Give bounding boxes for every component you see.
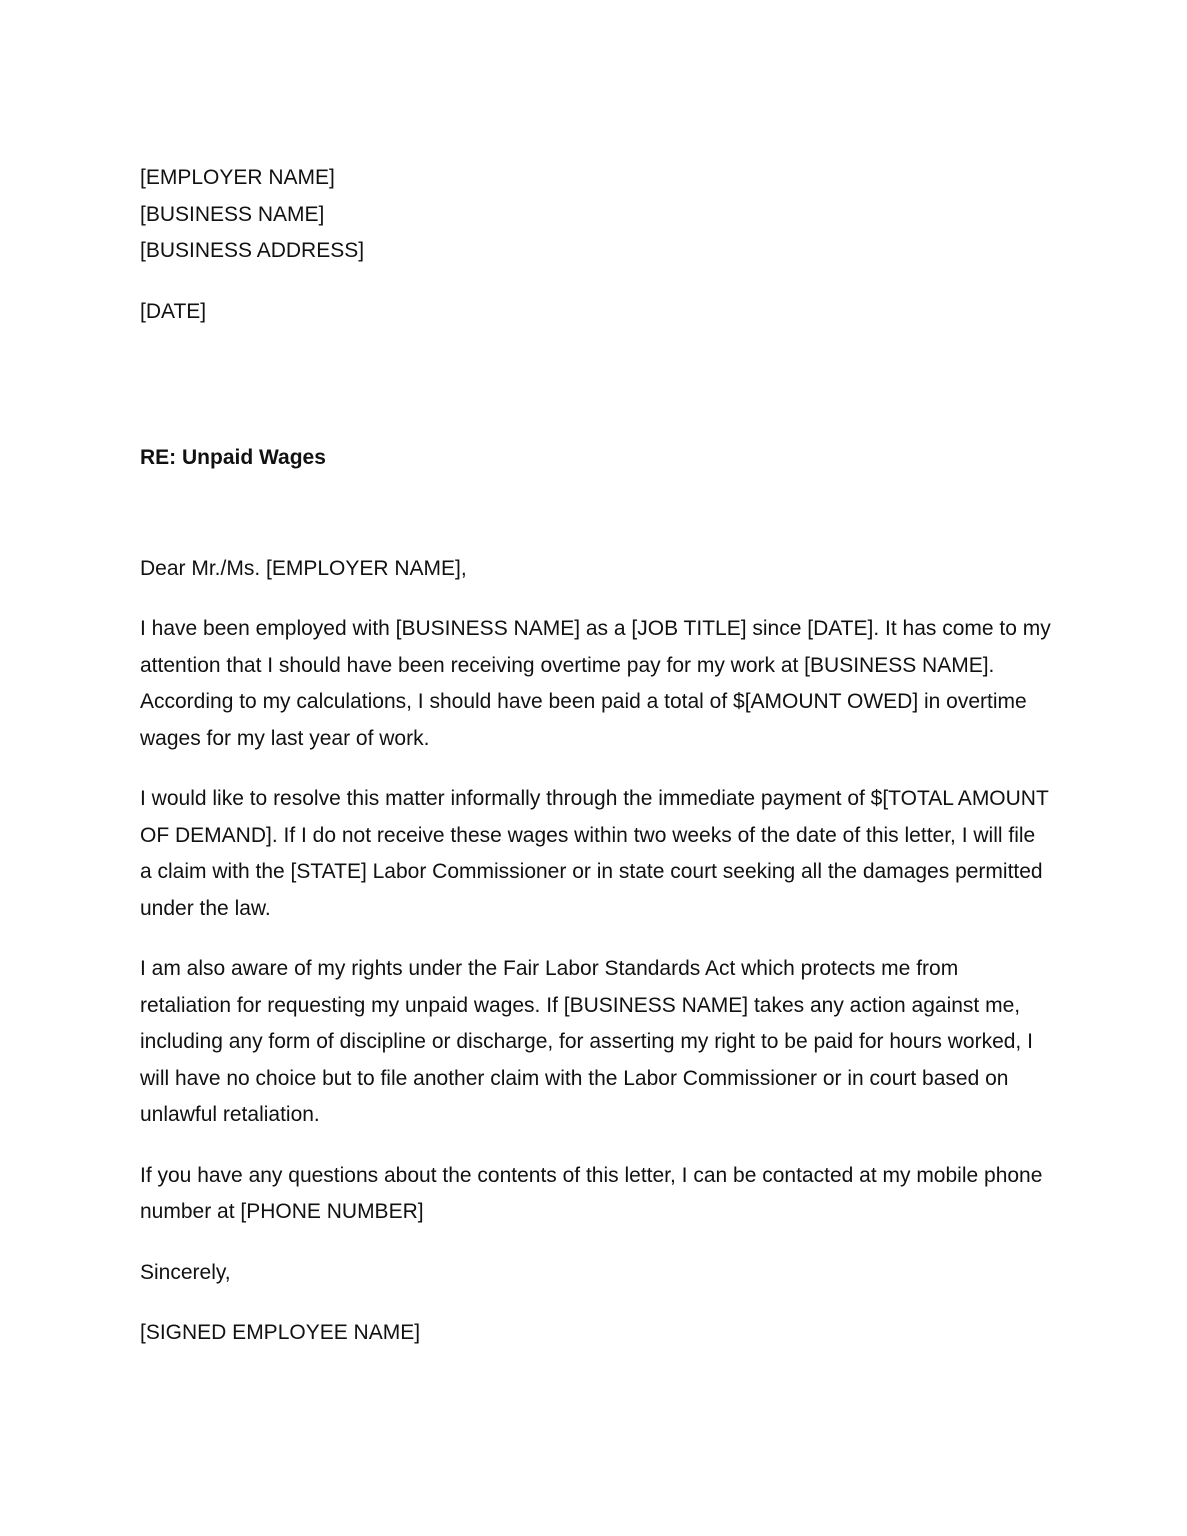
paragraph-overtime-claim: I have been employed with [BUSINESS NAME] as a [JOB TITLE] since [DATE]. It has come to my attention that I should have been receiving overtime pay for my work at [BUSINESS NAME]. According to my calculations, I should have been paid a total of $[AMOUNT OWED] in overtime wages for my last year of work. [140, 617, 1051, 750]
recipient-employer-name: [EMPLOYER NAME] [140, 166, 335, 189]
recipient-business-name: [BUSINESS NAME] [140, 202, 325, 226]
paragraph-contact-info: If you have any questions about the contents of this letter, I can be contacted at my mobile phone number at [PHONE NUMBER] [140, 1163, 1043, 1223]
paragraph-payment-demand: I would like to resolve this matter informally through the immediate payment of $[TOTAL AMOUNT OF DEMAND]. If I do not receive these wages within two weeks of the date of this letter, I will file a claim with the [STATE] Labor Commissioner or in state court seeking all the damages permitted under the law. [140, 787, 1049, 920]
letter-salutation: Dear Mr./Ms. [EMPLOYER NAME], [140, 556, 467, 580]
paragraph-retaliation-rights: I am also aware of my rights under the Fair Labor Standards Act which protects me from retaliation for requesting my unpaid wages. If [BUSINESS NAME] takes any action against me, including any form of discipline or discharge, for asserting my right to be paid for hours worked, I will have no choice but to file another claim with the Labor Commissioner or in court based on unlawful retaliation. [140, 957, 1033, 1126]
letter-signature: [SIGNED EMPLOYEE NAME] [140, 1321, 421, 1344]
recipient-business-address: [BUSINESS ADDRESS] [140, 239, 365, 262]
letter-closing: Sincerely, [140, 1260, 231, 1284]
letter-body [140, 160, 1052, 1352]
letter-subject: RE: Unpaid Wages [140, 446, 326, 469]
recipient-block [140, 160, 1052, 270]
letter-date: [DATE] [140, 299, 207, 323]
